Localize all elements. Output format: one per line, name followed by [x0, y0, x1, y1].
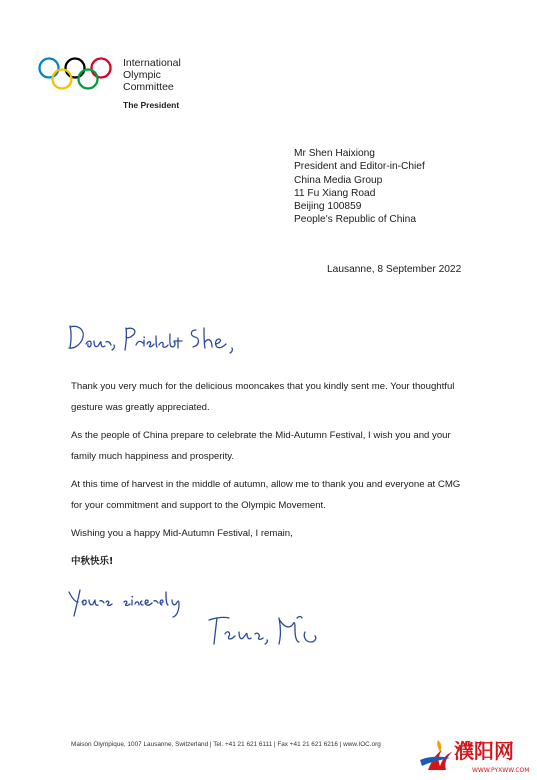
- letter-date: Lausanne, 8 September 2022: [327, 264, 462, 275]
- body-paragraph: At this time of harvest in the middle of autumn, allow me to thank you and everyone at CMG for your commitment and support to the Olympic Movement.: [71, 479, 461, 511]
- address-line: China Media Group: [294, 174, 383, 186]
- address-line: Mr Shen Haixiong: [294, 148, 375, 159]
- ring-black: [66, 59, 85, 78]
- body-paragraph: As the people of China prepare to celebrate the Mid-Autumn Festival, I wish you and your family much happiness and prosperity.: [71, 430, 451, 462]
- body-paragraph: Wishing you a happy Mid-Autumn Festival, I remain,: [71, 528, 293, 539]
- watermark-url: WWW.PYXWW.COM: [472, 767, 530, 774]
- olympic-rings-logo: [36, 56, 114, 92]
- org-line-1: International: [123, 57, 181, 69]
- ring-green: [79, 70, 98, 89]
- sender-role: The President: [123, 100, 180, 110]
- site-watermark-logo: [416, 726, 534, 776]
- handwritten-signoff: [66, 586, 216, 620]
- letter-body: [71, 376, 467, 579]
- ring-blue: [40, 59, 59, 78]
- ring-yellow: [53, 70, 72, 89]
- body-paragraph: Thank you very much for the delicious mooncakes that you kindly sent me. Your thoughtful gesture was greatly appreciated.: [71, 381, 455, 413]
- address-line: Beijing 100859: [294, 201, 362, 213]
- organization-name: [123, 57, 181, 111]
- letter-footer: Maison Olympique, 1007 Lausanne, Switzerland | Tel. +41 21 621 6111 | Fax +41 21 621 6216 | www.IOC.org: [71, 741, 381, 748]
- org-line-2: Olympic: [123, 69, 161, 81]
- address-line: 11 Fu Xiang Road: [294, 187, 376, 199]
- handwritten-greeting: [64, 318, 254, 358]
- org-line-3: Committee: [123, 81, 174, 93]
- address-line: President and Editor-in-Chief: [294, 161, 425, 173]
- signature: [205, 612, 325, 648]
- watermark-name: 濮阳网: [454, 739, 514, 763]
- recipient-address: [294, 147, 425, 227]
- address-line: People's Republic of China: [294, 214, 417, 226]
- ring-red: [92, 59, 111, 78]
- chinese-greeting: 中秋快乐!: [71, 556, 114, 567]
